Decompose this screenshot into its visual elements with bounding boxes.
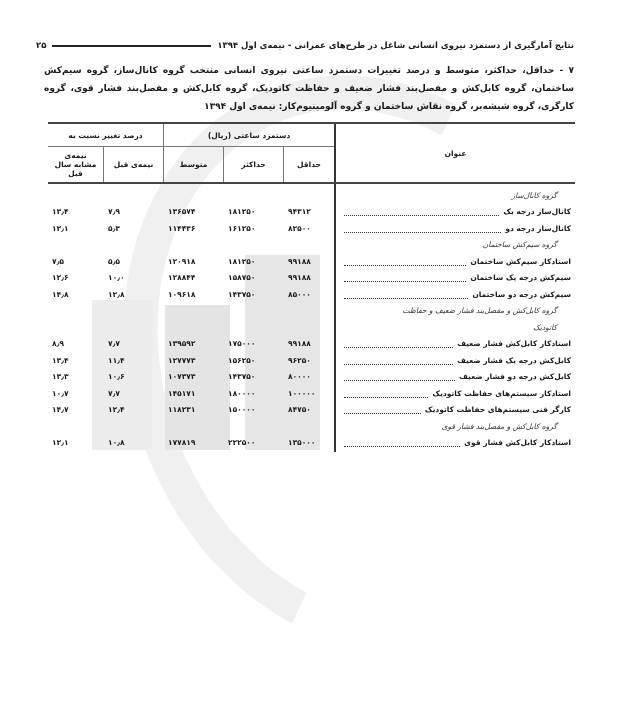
dotted-leader xyxy=(344,356,453,365)
avg-wage-cell: ۱۱۸۲۳۱ xyxy=(168,405,196,415)
change-prev-half-cell: ۱۰٫۰ xyxy=(108,273,125,283)
avg-wage-cell: ۱۴۵۱۷۱ xyxy=(168,388,196,398)
max-wage-cell: ۱۴۳۷۵۰ xyxy=(228,372,256,382)
header-rule xyxy=(52,45,211,47)
table-row xyxy=(48,270,575,287)
avg-wage-cell: ۱۱۴۴۳۶ xyxy=(168,223,196,233)
min-wage-cell: ۸۲۵۰۰ xyxy=(288,223,311,233)
row-label-cell xyxy=(336,290,575,299)
avg-wage-cell: ۱۲۰۹۱۸ xyxy=(168,256,196,266)
change-yoy-cell: ۱۳٫۴ xyxy=(52,207,69,217)
max-wage-cell: ۱۴۳۷۵۰ xyxy=(228,289,256,299)
change-prev-half-cell: ۱۲٫۸ xyxy=(108,289,125,299)
min-wage-cell: ۹۹۱۸۸ xyxy=(288,273,311,283)
change-prev-half-cell: ۱۲٫۴ xyxy=(108,405,125,415)
row-label-cell xyxy=(336,207,575,216)
row-label-cell xyxy=(322,240,575,249)
change-prev-half-cell: ۷٫۹ xyxy=(108,207,120,217)
change-prev-half-cell: ۵٫۵ xyxy=(108,256,120,266)
row-label-cell xyxy=(336,405,575,414)
row-label: استادکار کابل‌کش فشار ضعیف xyxy=(457,339,571,349)
min-wage-cell: ۸۴۷۵۰ xyxy=(288,405,311,415)
change-prev-half-cell: ۱۰٫۸ xyxy=(108,438,125,448)
header-title: عنوان xyxy=(444,148,467,158)
dotted-leader xyxy=(344,207,499,216)
row-label: استادکار کابل‌کش فشار قوی xyxy=(464,438,571,448)
row-label: کانال‌ساز درجه یک xyxy=(503,207,571,217)
max-wage-cell: ۱۵۰۰۰۰ xyxy=(228,405,256,415)
row-label: استادکار سیم‌کش ساختمان xyxy=(470,256,571,266)
min-wage-cell: ۹۹۱۸۸ xyxy=(288,256,311,266)
group-label: گروه کابل‌کش و مفصل‌بند فشار ضعیف و حفاظت xyxy=(402,306,557,316)
change-prev-half-cell: ۱۱٫۴ xyxy=(108,355,125,365)
row-label: استادکار سیستم‌های حفاظت کاتودیک xyxy=(432,388,571,398)
header-min: حداقل xyxy=(283,147,334,182)
change-prev-half-cell: ۷٫۷ xyxy=(108,339,120,349)
group-label: کاتودیک xyxy=(533,322,557,332)
row-label: کابل‌کش درجه دو فشار ضعیف xyxy=(459,372,571,382)
max-wage-cell: ۱۸۱۲۵۰ xyxy=(228,207,256,217)
table-row xyxy=(48,336,575,353)
table-header xyxy=(48,122,575,184)
max-wage-cell: ۱۷۵۰۰۰ xyxy=(228,339,256,349)
table-row xyxy=(48,402,575,419)
avg-wage-cell: ۱۳۹۵۹۲ xyxy=(168,339,196,349)
row-label-cell xyxy=(336,224,575,233)
row-label-cell xyxy=(336,273,575,282)
group-header-row xyxy=(48,418,575,435)
group-label: گروه کانال‌ساز xyxy=(511,190,557,200)
change-yoy-cell: ۱۰٫۷ xyxy=(52,388,69,398)
dotted-leader xyxy=(344,290,468,299)
group-header-row xyxy=(48,319,575,336)
group-header-row xyxy=(48,303,575,320)
min-wage-cell: ۹۶۲۵۰ xyxy=(288,355,311,365)
row-label-cell xyxy=(336,438,575,447)
dotted-leader xyxy=(344,224,501,233)
table-row xyxy=(48,204,575,221)
dotted-leader xyxy=(344,273,466,282)
change-yoy-cell: ۷٫۵ xyxy=(52,256,64,266)
dotted-leader xyxy=(344,372,455,381)
table-row xyxy=(48,220,575,237)
dotted-leader xyxy=(344,438,460,447)
change-yoy-cell: ۱۲٫۱ xyxy=(52,223,69,233)
max-wage-cell: ۱۶۱۲۵۰ xyxy=(228,223,256,233)
avg-wage-cell: ۱۰۹۶۱۸ xyxy=(168,289,196,299)
min-wage-cell: ۹۹۱۸۸ xyxy=(288,339,311,349)
change-prev-half-cell: ۵٫۳ xyxy=(108,223,120,233)
header-prev-half: نیمه‌ی قبل xyxy=(103,147,163,182)
page-number: ۲۵ xyxy=(36,41,47,51)
table-row xyxy=(48,385,575,402)
dotted-leader xyxy=(344,405,421,414)
change-prev-half-cell: ۷٫۷ xyxy=(108,388,120,398)
row-label-cell xyxy=(336,339,575,348)
change-yoy-cell: ۸٫۹ xyxy=(52,339,64,349)
header-same-half-last-year: نیمه‌ی مشابه سال قبل xyxy=(54,151,97,178)
row-label-cell xyxy=(336,356,575,365)
avg-wage-cell: ۱۰۷۳۷۳ xyxy=(168,372,196,382)
row-label: سیم‌کش درجه یک ساختمان xyxy=(470,273,571,283)
header-wage-group: دستمزد ساعتی (ریال) xyxy=(163,124,334,147)
max-wage-cell: ۲۲۲۵۰۰ xyxy=(228,438,256,448)
dotted-leader xyxy=(344,389,428,398)
group-header-row xyxy=(48,187,575,204)
avg-wage-cell: ۱۷۷۸۱۹ xyxy=(168,438,196,448)
header-change-group: درصد تغییر نسبت به xyxy=(48,124,163,147)
row-label: کانال‌ساز درجه دو xyxy=(505,223,571,233)
avg-wage-cell: ۱۳۶۵۷۴ xyxy=(168,207,196,217)
wage-table xyxy=(48,122,575,451)
min-wage-cell: ۸۰۰۰۰ xyxy=(288,372,311,382)
row-label-cell xyxy=(336,372,575,381)
row-label-cell xyxy=(336,389,575,398)
table-row xyxy=(48,286,575,303)
change-prev-half-cell: ۱۰٫۶ xyxy=(108,372,125,382)
row-label-cell xyxy=(322,306,575,315)
table-row xyxy=(48,369,575,386)
max-wage-cell: ۱۵۶۲۵۰ xyxy=(228,355,256,365)
change-yoy-cell: ۱۴٫۸ xyxy=(52,289,69,299)
dotted-leader xyxy=(344,339,453,348)
change-yoy-cell: ۱۲٫۶ xyxy=(52,273,69,283)
change-yoy-cell: ۱۳٫۴ xyxy=(52,355,69,365)
table-caption: ۷ - حداقل، حداکثر، متوسط و درصد تغییرات دستمزد ساعتی نیروی انسانی منتخب گروه کانال‌ساز، گروه سیم‌کش ساختمان، گروه کابل‌کش و مفصل‌بند فشار ضعیف و حفاظت کاتودیک، گروه کابل‌کش و مفصل‌بند فشار قوی، گروه کارگری، گروه شیشه‌بر، گروه نقاش ساختمان و گروه آلومینیوم‌کار: نیمه‌ی اول ۱۳۹۴ xyxy=(44,66,574,112)
row-label-cell xyxy=(336,257,575,266)
min-wage-cell: ۸۵۰۰۰ xyxy=(288,289,311,299)
row-label: کارگر فنی سیستم‌های حفاظت کاتودیک xyxy=(424,405,571,415)
header-max: حداکثر xyxy=(223,147,283,182)
avg-wage-cell: ۱۲۷۷۷۳ xyxy=(168,355,196,365)
group-label: گروه سیم‌کش ساختمان xyxy=(482,240,557,250)
table-row xyxy=(48,352,575,369)
row-label-cell xyxy=(322,191,575,200)
min-wage-cell: ۹۴۳۱۲ xyxy=(288,207,311,217)
max-wage-cell: ۱۵۸۷۵۰ xyxy=(228,273,256,283)
row-label: سیم‌کش درجه دو ساختمان xyxy=(472,289,571,299)
min-wage-cell: ۱۳۵۰۰۰ xyxy=(288,438,316,448)
row-label-cell xyxy=(322,323,575,332)
max-wage-cell: ۱۸۰۰۰۰ xyxy=(228,388,256,398)
change-yoy-cell: ۱۴٫۷ xyxy=(52,405,69,415)
table-row xyxy=(48,253,575,270)
running-header-title: نتایج آمارگیری از دستمزد نیروی انسانی شاغل در طرح‌های عمرانی - نیمه‌ی اول ۱۳۹۴ xyxy=(217,41,574,51)
change-yoy-cell: ۱۳٫۳ xyxy=(52,372,69,382)
group-header-row xyxy=(48,237,575,254)
max-wage-cell: ۱۸۱۲۵۰ xyxy=(228,256,256,266)
min-wage-cell: ۱۰۰۰۰۰ xyxy=(288,388,316,398)
row-label: کابل‌کش درجه یک فشار ضعیف xyxy=(457,355,571,365)
row-label-cell xyxy=(322,422,575,431)
table-row xyxy=(48,435,575,452)
group-label: گروه کابل‌کش و مفصل‌بند فشار قوی xyxy=(441,421,557,431)
avg-wage-cell: ۱۲۸۸۴۴ xyxy=(168,273,196,283)
table-body xyxy=(48,184,575,451)
change-yoy-cell: ۱۲٫۱ xyxy=(52,438,69,448)
header-avg: متوسط xyxy=(163,147,223,182)
dotted-leader xyxy=(344,257,466,266)
running-header xyxy=(36,38,574,54)
